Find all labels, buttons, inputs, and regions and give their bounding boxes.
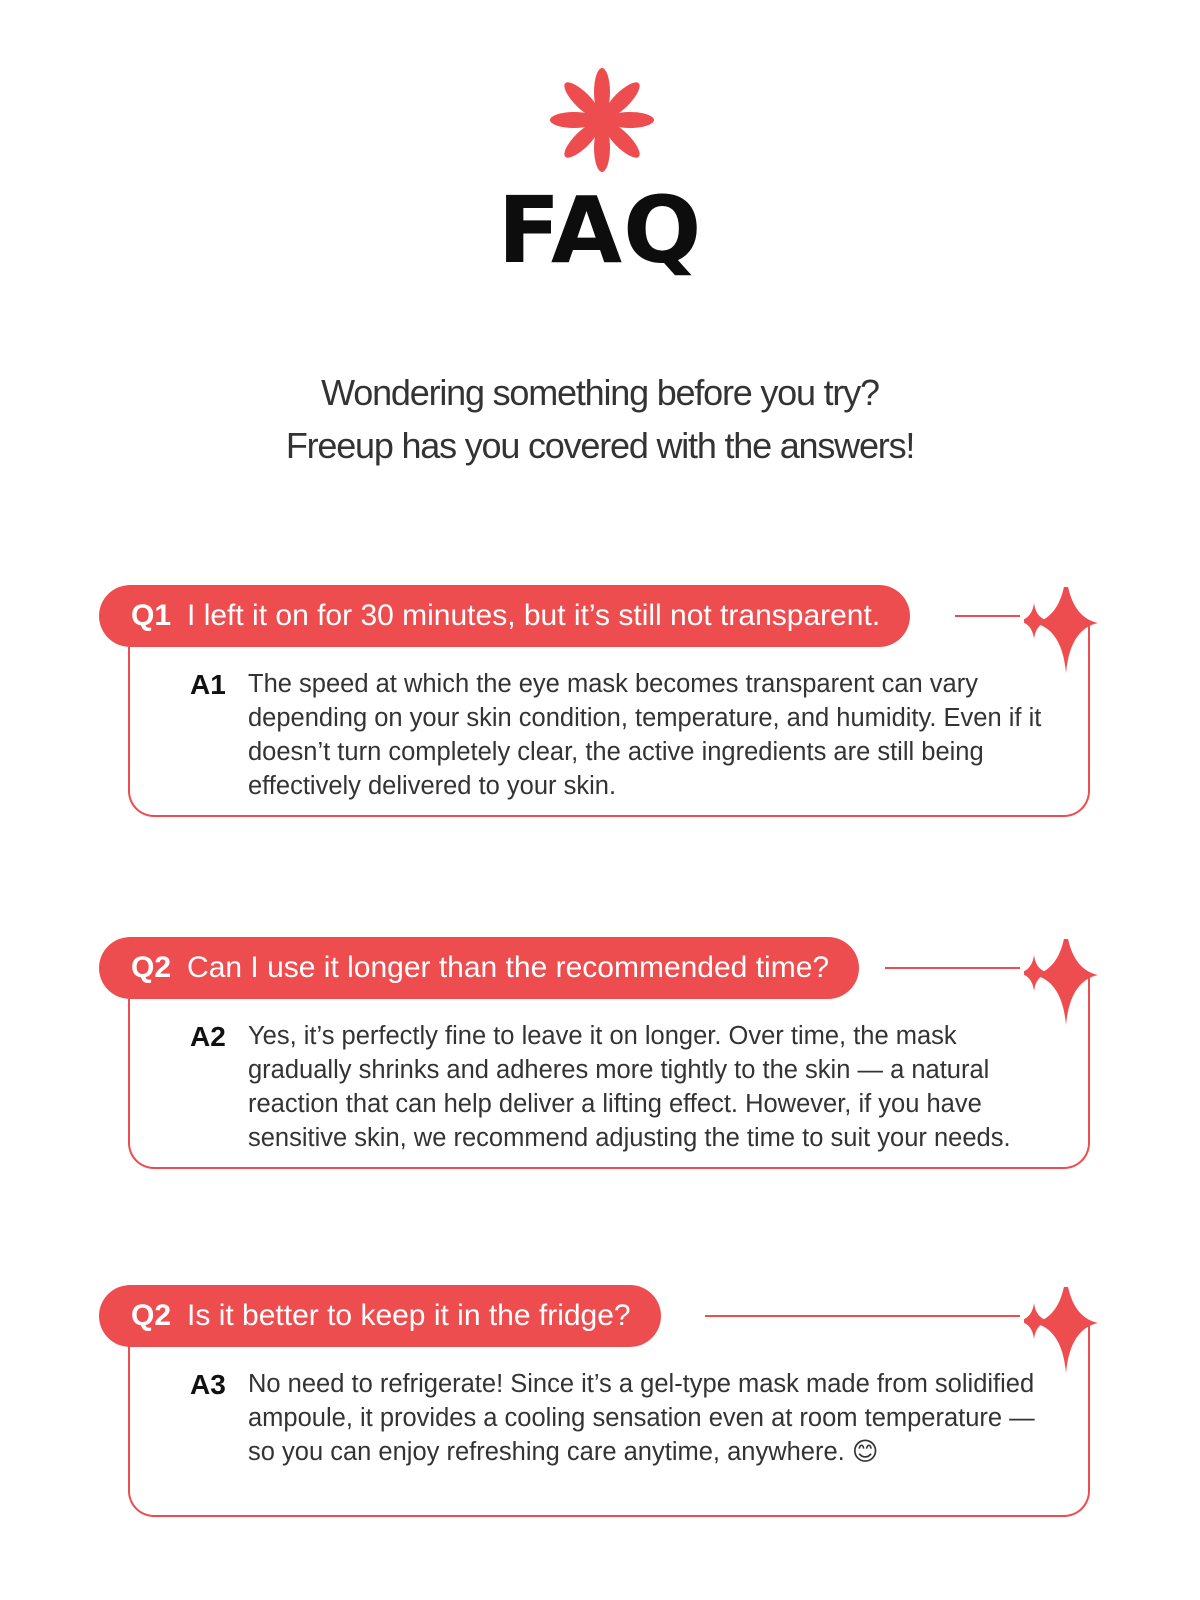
answer-text: Yes, it’s perfectly fine to leave it on longer. Over time, the mask gradually shrinks and adheres more tightly to the skin — a natural reaction that can help deliver a lifting effect. However, if you have sensitive skin, we recommend adjusting the time to suit your needs. bbox=[248, 1022, 1011, 1152]
question-text: I left it on for 30 minutes, but it’s still not transparent. bbox=[187, 599, 881, 632]
question-pill[interactable] bbox=[99, 937, 859, 999]
page-title: FAQ bbox=[497, 177, 703, 284]
answer-label: A2 bbox=[190, 1021, 226, 1052]
answer-label: A1 bbox=[190, 669, 226, 700]
question-label: Q1 bbox=[131, 599, 172, 632]
faq-item bbox=[0, 1285, 1200, 1555]
question-label: Q2 bbox=[131, 951, 172, 984]
asterisk-flower-icon bbox=[550, 68, 654, 172]
subtitle-line-1: Wondering something before you try? bbox=[321, 372, 879, 413]
question-pill[interactable] bbox=[99, 585, 910, 647]
answer-text: The speed at which the eye mask becomes transparent can vary depending on your skin condition, temperature, and humidity. Even if it doesn’t turn completely clear, the active ingredients are still being effectively delivered to your skin. bbox=[248, 670, 1042, 800]
question-label: Q2 bbox=[131, 1299, 172, 1332]
connector-line bbox=[885, 967, 1020, 969]
answer-text: No need to refrigerate! Since it’s a gel-type mask made from solidified ampoule, it provides a cooling sensation even at room temperature — so you can enjoy refreshing care anytime, anywhere. 😊 bbox=[248, 1370, 1035, 1466]
faq-item bbox=[0, 585, 1200, 855]
connector-line bbox=[955, 615, 1020, 617]
faq-item bbox=[0, 937, 1200, 1207]
question-text: Is it better to keep it in the fridge? bbox=[187, 1299, 631, 1332]
question-text: Can I use it longer than the recommended time? bbox=[187, 951, 830, 984]
question-pill[interactable] bbox=[99, 1285, 661, 1347]
connector-line bbox=[705, 1315, 1020, 1317]
answer-label: A3 bbox=[190, 1369, 226, 1400]
subtitle-line-2: Freeup has you covered with the answers! bbox=[285, 425, 915, 466]
